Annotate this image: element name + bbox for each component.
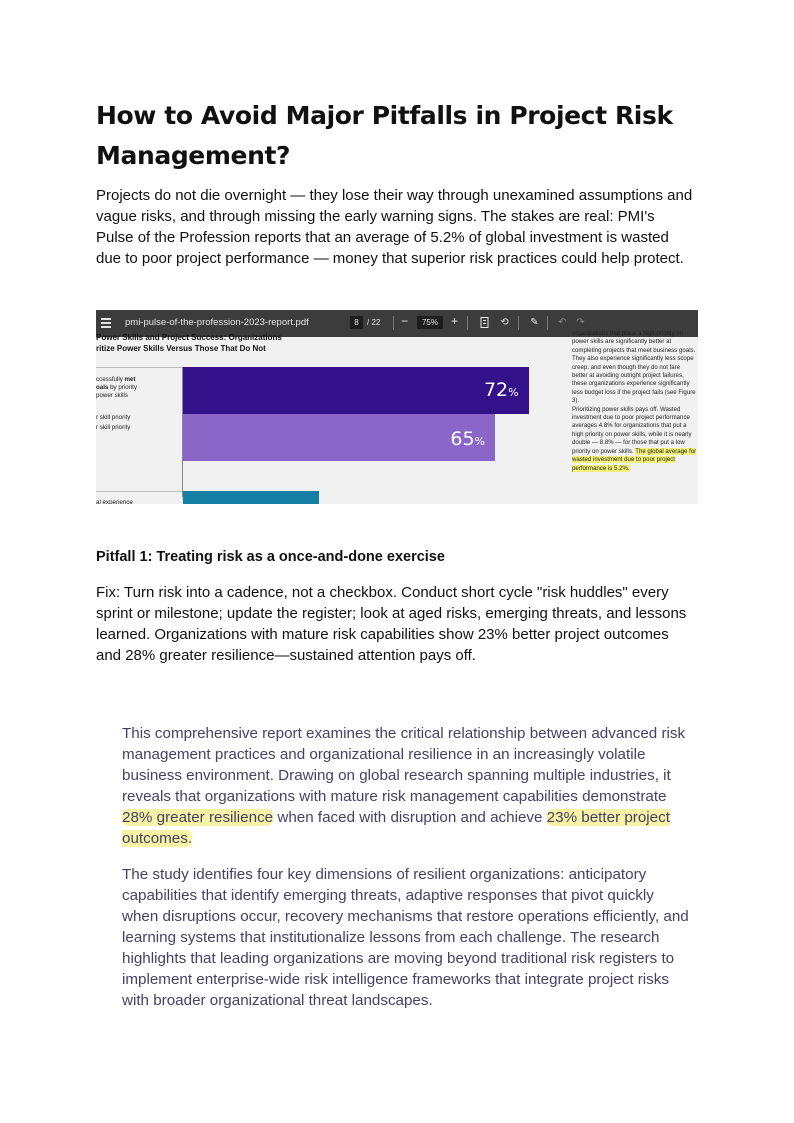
pdf-filename: pmi-pulse-of-the-profession-2023-report.pdf bbox=[125, 317, 309, 328]
report-excerpt-paragraph-2: The study identifies four key dimensions of resilient organizations: anticipatory capabilities that identify emerging threats, adaptive responses that pivot quickly when disruptions occur, recovery mechanisms that restore operations efficiently, and learning systems that institutionalize lessons from each challenge. The research highlights that leading organizations are moving beyond traditional risk registers to implement enterprise-wide risk intelligence frameworks that integrate project risks with broader organizational threat landscapes. bbox=[122, 866, 689, 1009]
pitfall-heading: Pitfall 1: Treating risk as a once-and-done exercise bbox=[96, 549, 445, 565]
undo-icon[interactable]: ↶ bbox=[558, 317, 567, 328]
pdf-body-text: organizations that place a high priority on power skills are significantly better at completing projects that meet business goals. They also experience significantly less scope creep, and even though they do not fare better at avoiding outright project failures, these organizations experience significantly less budget loss if the project fails (see Figure 3). Prioritizing power skills pays off. Wasted investment due to poor project performance averages 4.8% for organizations that put a high priority on power skills, while it is nearly double — 8.8% — for those that put a low priority on power skills. The global average for wasted investment due to poor project performance is 5.2%. bbox=[572, 330, 697, 472]
chart-bar-next-row bbox=[183, 491, 319, 504]
menu-icon[interactable] bbox=[101, 318, 111, 330]
zoom-level[interactable]: 75% bbox=[417, 316, 443, 329]
pdf-rule bbox=[96, 367, 182, 368]
pdf-chart-heading-line2: ritize Power Skills Versus Those That Do Not bbox=[96, 344, 266, 353]
chart-bar-low-priority bbox=[183, 414, 495, 461]
pdf-viewer-screenshot bbox=[96, 310, 698, 504]
report-excerpt-paragraph-1: This comprehensive report examines the critical relationship between advanced risk management practices and organizational resilience in an increasingly volatile business environment. Drawing on global research spanning multiple industries, it reveals that organizations with mature risk management capabilities demonstrate 28% greater resilience when faced with disruption and achieve 23% better project outcomes. bbox=[122, 725, 686, 847]
toolbar-divider bbox=[547, 316, 548, 330]
page-total: / 22 bbox=[367, 318, 381, 327]
pdf-legend-label-low: r skill priority bbox=[96, 424, 131, 431]
pdf-row-label: al experience bbox=[96, 499, 133, 504]
rotate-icon[interactable]: ⟲ bbox=[500, 317, 509, 328]
pdf-chart-heading-line1: Power Skills and Project Success: Organizations bbox=[96, 333, 282, 342]
pdf-row-label: oals by priority bbox=[96, 384, 137, 391]
pdf-highlighted-text: The global average for wasted investment due to poor project performance is 5.2%. bbox=[572, 447, 697, 472]
page-title: How to Avoid Major Pitfalls in Project Risk Management? bbox=[96, 101, 673, 170]
toolbar-divider bbox=[518, 316, 519, 330]
pdf-legend-label-high: r skill priority bbox=[96, 414, 131, 421]
bar-label-high: 72% bbox=[483, 379, 519, 401]
intro-paragraph: Projects do not die overnight — they lose their way through unexamined assumptions and vague risks, and through missing the early warning signs. The stakes are real: PMI's Pulse of the Profession reports that an average of 5.2% of global investment is wasted due to poor project performance — money that superior risk practices could help protect. bbox=[96, 187, 693, 267]
fix-paragraph: Fix: Turn risk into a cadence, not a checkbox. Conduct short cycle "risk huddles" every sprint or milestone; update the register; look at aged risks, emerging threats, and lessons learned. Organizations with mature risk capabilities show 23% better project outcomes and 28% greater resilience—sustained attention pays off. bbox=[96, 584, 687, 664]
pdf-row-label: power skills bbox=[96, 392, 128, 399]
page-number-input[interactable]: 8 bbox=[350, 316, 363, 329]
zoom-in-button[interactable]: + bbox=[451, 314, 459, 328]
pdf-row-label: ccessfully met bbox=[96, 376, 136, 383]
highlight-resilience: 28% greater resilience bbox=[122, 809, 274, 826]
toolbar-divider bbox=[393, 316, 394, 330]
highlight-outcomes: 23% better project outcomes. bbox=[122, 809, 670, 847]
draw-icon[interactable]: ✎ bbox=[530, 317, 539, 328]
fit-page-icon[interactable] bbox=[479, 317, 490, 328]
toolbar-divider bbox=[467, 316, 468, 330]
chart-bar-high-priority bbox=[183, 367, 529, 414]
zoom-out-button[interactable]: − bbox=[401, 314, 409, 328]
bar-label-low: 65% bbox=[450, 428, 485, 450]
pdf-rule bbox=[96, 491, 182, 492]
redo-icon[interactable]: ↷ bbox=[576, 317, 585, 328]
